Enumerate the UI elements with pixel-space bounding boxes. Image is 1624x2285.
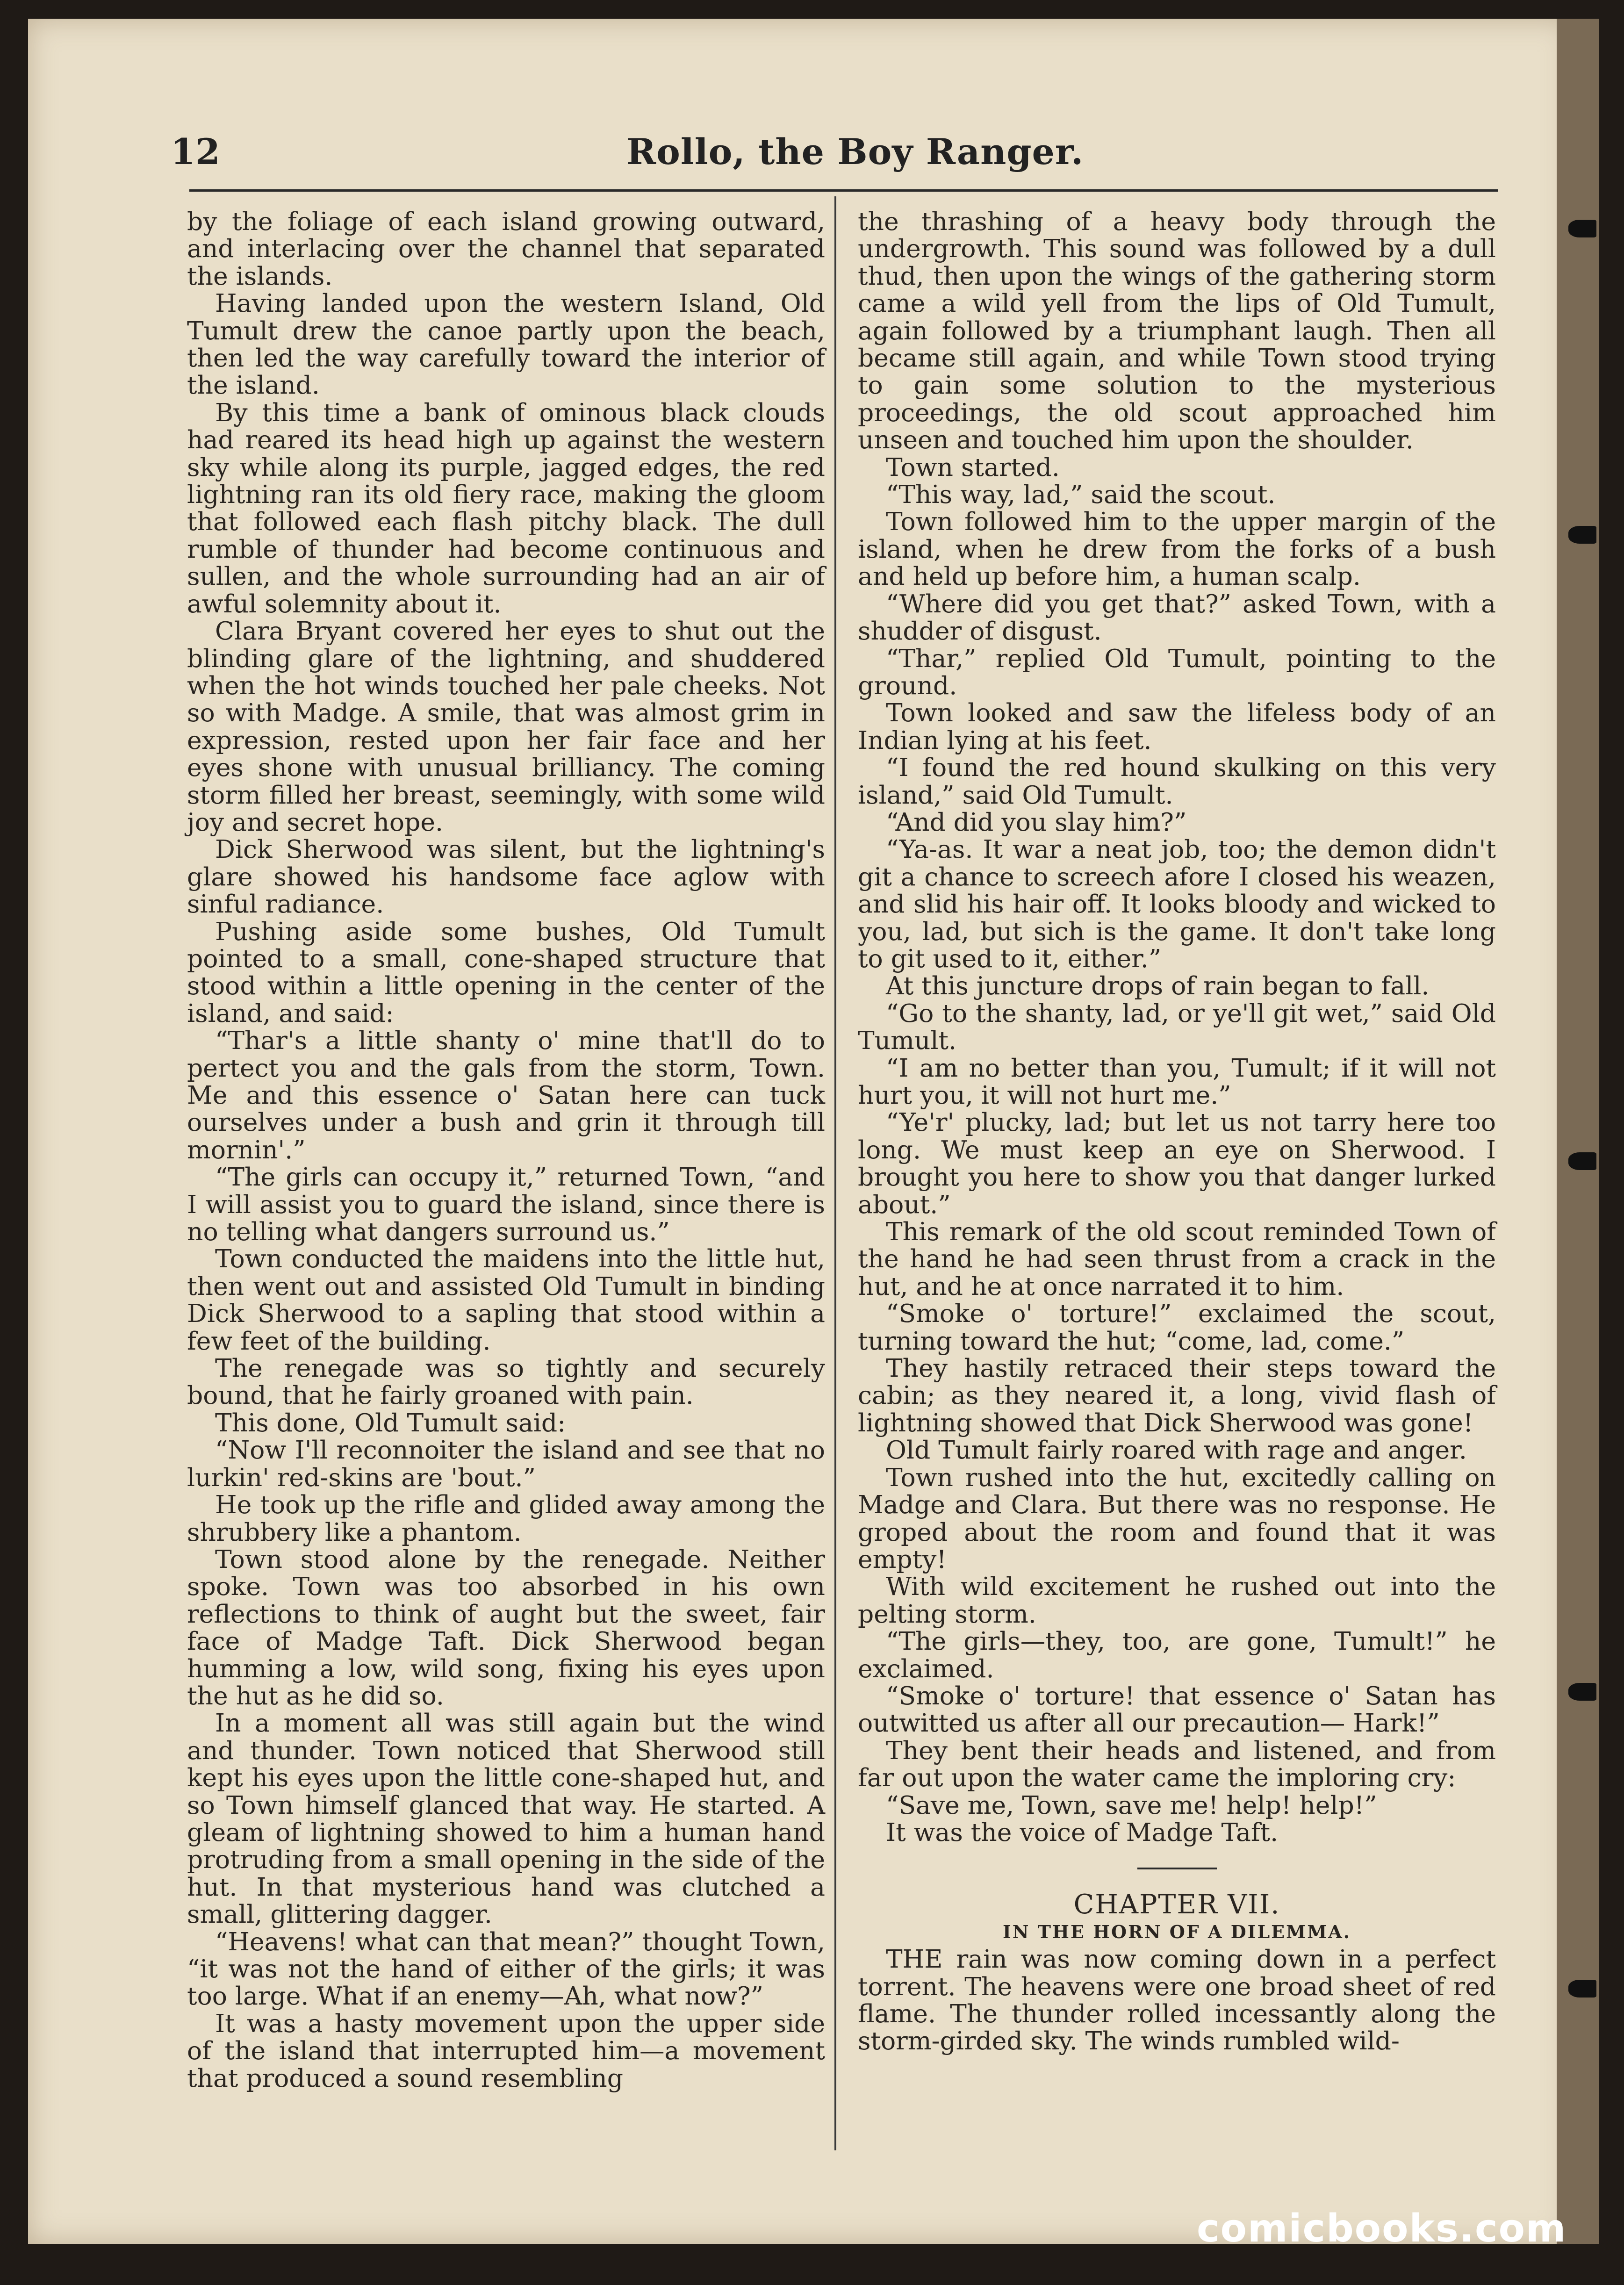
paragraph: “Save me, Town, save me! help! help!”: [886, 1790, 1377, 1820]
page-binding-edge: [1557, 19, 1599, 2244]
paragraph: Having landed upon the western Island, Old Tumult drew the canoe partly upon the beach, then led the way carefully toward the interior of the island.: [187, 288, 825, 400]
paragraph: “Thar,” replied Old Tumult, pointing to the ground.: [858, 643, 1496, 700]
paragraph: They bent their heads and listened, and from far out upon the water came the imploring cry:: [858, 1735, 1496, 1793]
paragraph: At this juncture drops of rain began to fall.: [886, 971, 1430, 1001]
paragraph: “Go to the shanty, lad, or ye'll git wet,” said Old Tumult.: [858, 998, 1496, 1056]
paragraph: Town followed him to the upper margin of the island, when he drew from the forks of a bush and held up before him, a human scalp.: [858, 507, 1496, 591]
paragraph: “The girls—they, too, are gone, Tumult!” he exclaimed.: [858, 1626, 1496, 1683]
paragraph: “Now I'll reconnoiter the island and see that no lurkin' red-skins are 'bout.”: [187, 1435, 825, 1492]
paragraph: This remark of the old scout reminded Town of the hand he had seen thrust from a crack in the hut, and he at once narrated it to him.: [858, 1217, 1496, 1301]
header-rule: [189, 189, 1498, 192]
paragraph: The renegade was so tightly and securely bound, that he fairly groaned with pain.: [187, 1353, 825, 1410]
paragraph: Town rushed into the hut, excitedly calling on Madge and Clara. But there was no response. He groped about the room and found that it was empty!: [858, 1462, 1496, 1574]
binding-staple: [1568, 1980, 1596, 1998]
paragraph: With wild excitement he rushed out into the pelting storm.: [858, 1572, 1496, 1629]
paragraph: “Thar's a little shanty o' mine that'll do to pertect you and the gals from the storm, Town. Me and this essence o' Satan here can tuck ourselves under a bush and grin it through till mornin'.”: [187, 1026, 825, 1164]
binding-staple: [1568, 1683, 1596, 1701]
right-column-body: [858, 208, 1496, 1846]
paragraph: “Smoke o' torture!” exclaimed the scout, turning toward the hut; “come, lad, come.”: [858, 1299, 1496, 1356]
paragraph: Town looked and saw the lifeless body of an Indian lying at his feet.: [858, 698, 1496, 755]
paragraph: by the foliage of each island growing outward, and interlacing over the channel that separated the islands.: [187, 207, 825, 291]
watermark: comicbooks.com: [1197, 2206, 1567, 2251]
binding-staple: [1568, 220, 1596, 237]
paragraph: “I found the red hound skulking on this very island,” said Old Tumult.: [858, 753, 1496, 810]
paragraph: “Smoke o' torture! that essence o' Satan has outwitted us after all our precaution— Hark!”: [858, 1681, 1496, 1738]
paragraph: It was the voice of Madge Taft.: [886, 1817, 1279, 1847]
paragraph: Clara Bryant covered her eyes to shut out the blinding glare of the lightning, and shuddered when the hot winds touched her pale cheeks. Not so with Madge. A smile, that was almost grim in expression, rested upon her fair face and her eyes shone with unusual brilliancy. The coming storm filled her breast, seemingly, with some wild joy and secret hope.: [187, 616, 825, 837]
paragraph: “Ye'r' plucky, lad; but let us not tarry here too long. We must keep an eye on Sherwood. I brought you here to show you that danger lurked about.”: [858, 1107, 1496, 1219]
running-head: Rollo, the Boy Ranger.: [626, 131, 1084, 172]
paragraph: Pushing aside some bushes, Old Tumult pointed to a small, cone-shaped structure that stood within a little opening in the center of the island, and said:: [187, 916, 825, 1028]
paragraph: “And did you slay him?”: [886, 807, 1187, 837]
paragraph: “Where did you get that?” asked Town, with a shudder of disgust.: [858, 589, 1496, 646]
paragraph: “Ya-as. It war a neat job, too; the demon didn't git a chance to screech afore I closed his weazen, and slid his hair off. It looks bloody and wicked to you, lad, but sich is the game. It don't take long to git used to it, either.”: [858, 834, 1496, 973]
paragraph: “This way, lad,” said the scout.: [886, 480, 1276, 510]
paragraph: the thrashing of a heavy body through the undergrowth. This sound was followed by a dull thud, then upon the wings of the gathering storm came a wild yell from the lips of Old Tumult, again followed by a triumphant laugh. Then all became still again, and while Town stood trying to gain some solution to the mysterious proceedings, the old scout approached him unseen and touched him upon the shoulder.: [858, 207, 1496, 455]
paragraph: In a moment all was still again but the wind and thunder. Town noticed that Sherwood still kept his eyes upon the little cone-shaped hut, and so Town himself glanced that way. He started. A gleam of lightning showed to him a human hand protruding from a small opening in the side of the hut. In that mysterious hand was clutched a small, glittering dagger.: [187, 1708, 825, 1929]
paragraph: Dick Sherwood was silent, but the lightning's glare showed his handsome face aglow with sinful radiance.: [187, 834, 825, 919]
paragraph: “Heavens! what can that mean?” thought Town, “it was not the hand of either of the girls; it was too large. What if an enemy—Ah, what now?”: [187, 1926, 825, 2011]
column-divider: [834, 196, 836, 2150]
paragraph: “I am no better than you, Tumult; if it will not hurt you, it will not hurt me.”: [858, 1053, 1496, 1110]
binding-staple: [1568, 526, 1596, 544]
chapter-rule: [1137, 1868, 1217, 1869]
paragraph: Old Tumult fairly roared with rage and anger.: [886, 1435, 1467, 1465]
paragraph: Town stood alone by the renegade. Neither spoke. Town was too absorbed in his own reflections to think of aught but the sweet, fair face of Madge Taft. Dick Sherwood began humming a low, wild song, fixing his eyes upon the hut as he did so.: [187, 1544, 825, 1710]
left-column: [187, 208, 825, 2092]
binding-staple: [1568, 1152, 1596, 1170]
paragraph: He took up the rifle and glided away among the shrubbery like a phantom.: [187, 1490, 825, 1547]
paragraph: Town started.: [886, 452, 1060, 482]
page-number: 12: [171, 131, 220, 172]
paragraph: It was a hasty movement upon the upper side of the island that interrupted him—a movement that produced a sound resembling: [187, 2008, 825, 2093]
paragraph: By this time a bank of ominous black clouds had reared its head high up against the western sky while along its purple, jagged edges, the red lightning ran its old fiery race, making the gloom that followed each flash pitchy black. The dull rumble of thunder had become continuous and sullen, and the whole surrounding had an air of awful solemnity about it.: [187, 397, 825, 618]
chapter-first-paragraph: THE rain was now coming down in a perfect torrent. The heavens were one broad sheet of red flame. The thunder rolled incessantly along the storm-girded sky. The winds rumbled wild-: [858, 1944, 1496, 2056]
chapter-title: CHAPTER VII.: [1073, 1889, 1280, 1920]
paragraph: Town conducted the maidens into the little hut, then went out and assisted Old Tumult in binding Dick Sherwood to a sapling that stood within a few feet of the building.: [187, 1244, 825, 1356]
chapter-subtitle: IN THE HORN OF A DILEMMA.: [1003, 1921, 1351, 1942]
paragraph: This done, Old Tumult said:: [215, 1408, 566, 1437]
right-column: [858, 208, 1496, 2055]
paragraph: They hastily retraced their steps toward the cabin; as they neared it, a long, vivid flash of lightning showed that Dick Sherwood was gone!: [858, 1353, 1496, 1437]
paragraph: “The girls can occupy it,” returned Town, “and I will assist you to guard the island, since there is no telling what dangers surround us.”: [187, 1162, 825, 1247]
